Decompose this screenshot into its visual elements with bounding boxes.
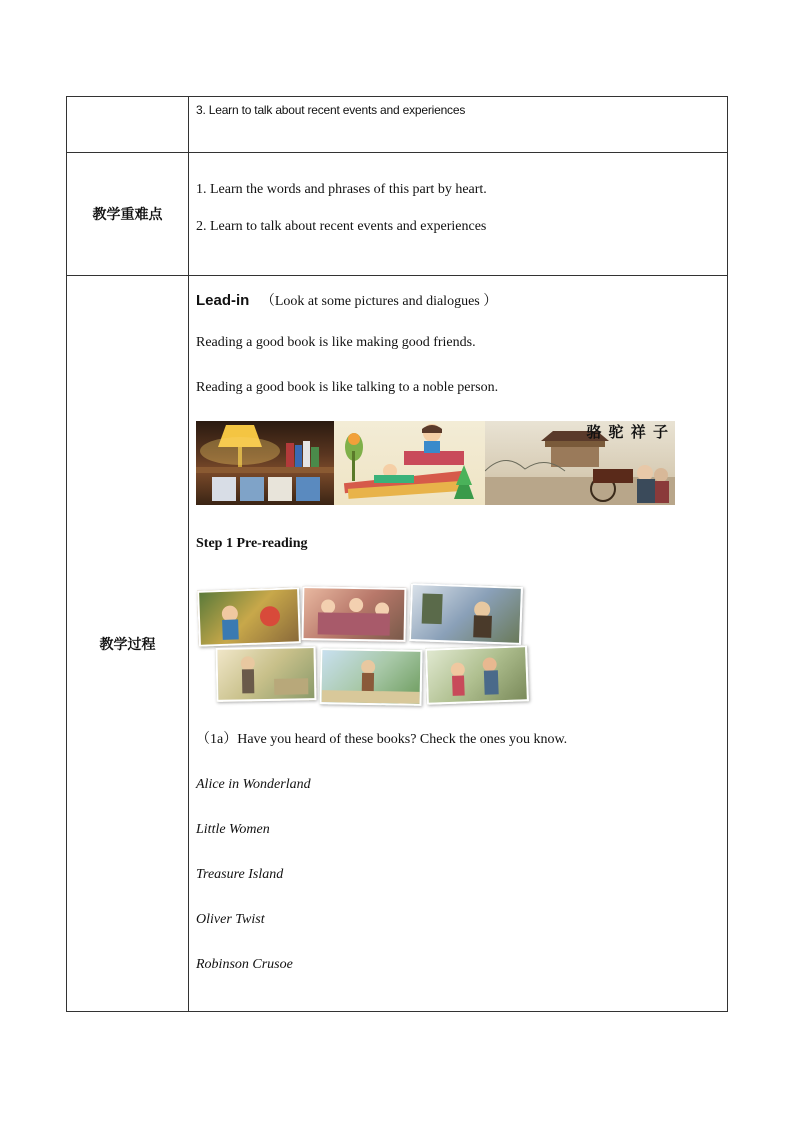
scene-panel-1 [197,587,301,647]
quote-2: Reading a good book is like talking to a noble person. [196,380,499,395]
question-1a: （1a）Have you heard of these books? Check the ones you know. [196,732,568,747]
quote-1: Reading a good book is like making good friends. [196,335,476,350]
book-title-5: Robinson Crusoe [196,957,293,972]
book-scenes-collage [196,583,542,705]
key-difficulties-label: 教学重难点 [67,153,189,276]
reading-images-strip [196,421,676,505]
row-teaching-process [67,276,728,1012]
lamp-books-image [196,421,334,505]
row-key-difficulties [67,153,728,276]
scene-panel-6 [425,645,529,705]
teaching-process-label: 教学过程 [67,276,189,1012]
book-title-4: Oliver Twist [196,912,265,927]
leadin-title: Lead-in [196,292,250,309]
objective-3-text: 3. Learn to talk about recent events and experiences [196,103,466,117]
scene-panel-2 [302,586,407,642]
book-title-caption: 骆 驼 祥 子 [586,423,669,441]
step1-title: Step 1 Pre-reading [196,536,308,551]
book-title-1: Alice in Wonderland [196,777,311,792]
leadin-heading [196,290,721,310]
camel-xiangzi-image [485,421,675,505]
difficulty-line-2: 2. Learn to talk about recent events and experiences [196,219,487,234]
leadin-note: （Look at some pictures and dialogues ） [260,294,498,309]
row1-label-cell [67,97,189,153]
scene-panel-5 [320,648,423,706]
lesson-plan-table [66,96,728,1012]
book-title-2: Little Women [196,822,270,837]
row-objectives-continued [67,97,728,153]
row1-content-cell [189,97,728,153]
kids-reading-image [334,421,485,505]
book-title-3: Treasure Island [196,867,284,882]
scene-panel-4 [216,646,317,702]
key-difficulties-content [189,153,728,276]
difficulty-line-1: 1. Learn the words and phrases of this part by heart. [196,182,487,197]
teaching-process-content [189,276,728,1012]
scene-panel-3 [409,583,523,645]
